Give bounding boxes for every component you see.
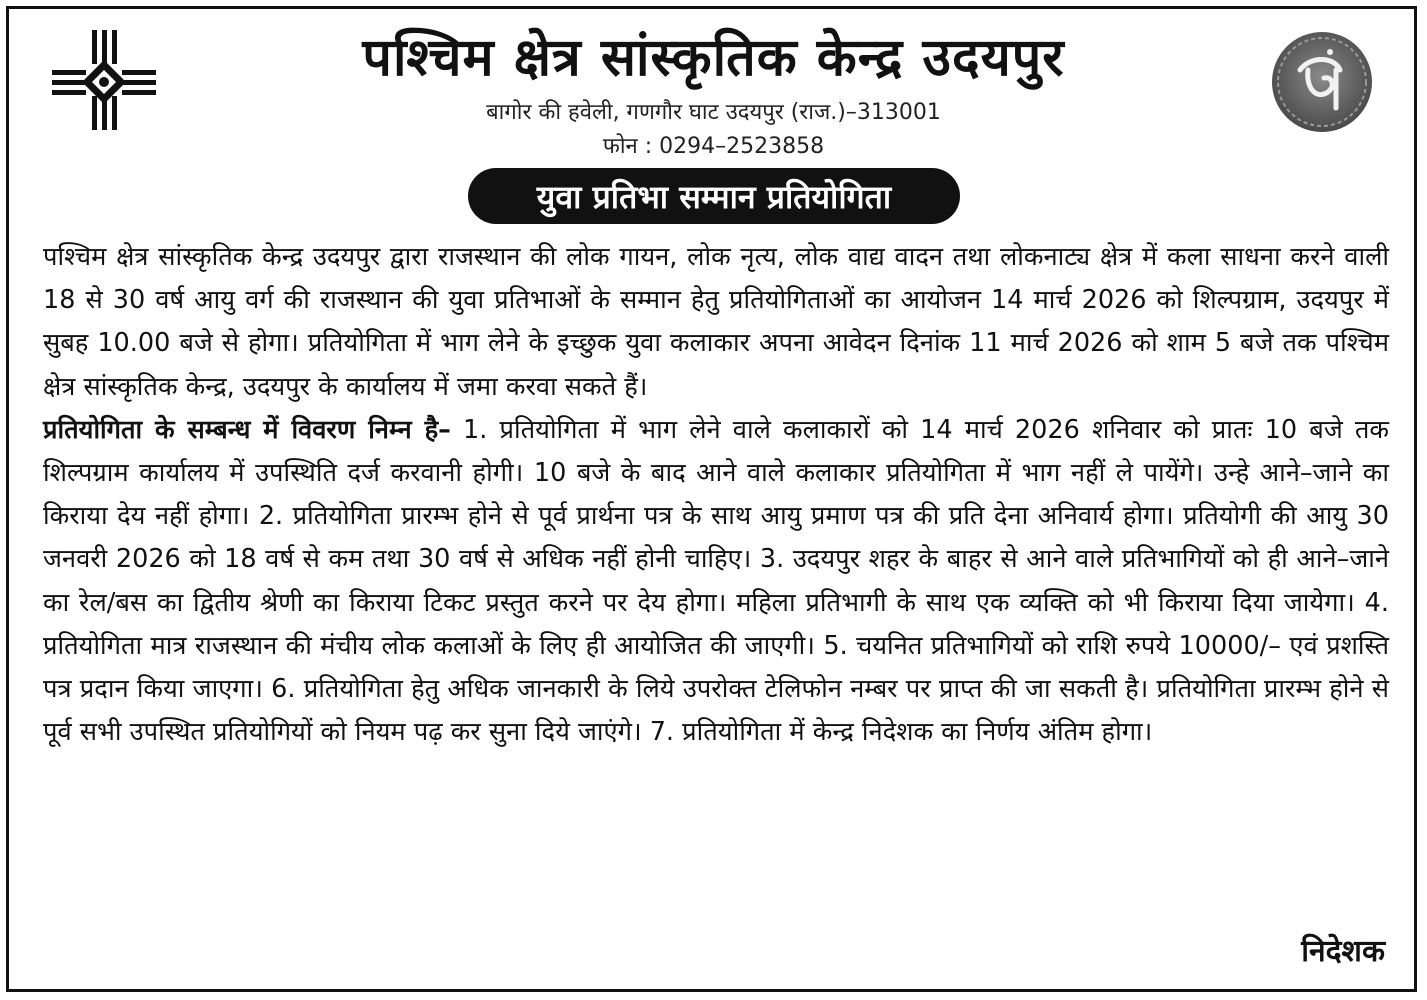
organisation-phone: फोन : 0294–2523858 — [602, 134, 825, 159]
signature-director: निदेशक — [1301, 934, 1385, 969]
notice-body — [43, 236, 1389, 754]
details-label: प्रतियोगिता के सम्बन्ध में विवरण निम्न है– — [43, 414, 451, 445]
details-paragraph — [43, 409, 1389, 755]
sa-emblem-icon — [1270, 30, 1374, 134]
competition-heading: युवा प्रतिभा सम्मान प्रतियोगिता — [468, 168, 960, 224]
wzcc-logo-icon — [52, 30, 156, 130]
organisation-address: बागोर की हवेली, गणगौर घाट उदयपुर (राज.)–313001 — [486, 100, 941, 125]
organisation-title: पश्चिम क्षेत्र सांस्कृतिक केन्द्र उदयपुर — [362, 28, 1065, 88]
details-text: 1. प्रतियोगिता में भाग लेने वाले कलाकारों को 14 मार्च 2026 शनिवार को प्रातः 10 बजे तक शिल्पग्राम कार्यालय में उपस्थिति दर्ज करवानी होगी। 10 बजे के बाद आने वाले कलाकार प्रतियोगिता में भाग नहीं ले पायेंगे। उन्हे आने–जाने का किराया देय नहीं होगा। 2. प्रतियोगिता प्रारम्भ होने से पूर्व प्रार्थना पत्र के साथ आयु प्रमाण पत्र की प्रति देना अनिवार्य होगा। प्रतियोगी की आयु 30 जनवरी 2026 को 18 वर्ष से कम तथा 30 वर्ष से अधिक नहीं होनी चाहिए। 3. उदयपुर शहर के बाहर से आने वाले प्रतिभागियों को ही आने–जाने का रेल/बस का द्वितीय श्रेणी का किराया टिकट प्रस्तुत करने पर देय होगा। महिला प्रतिभागी के साथ एक व्यक्ति को भी किराया दिया जायेगा। 4. प्रतियोगिता मात्र राजस्थान की मंचीय लोक कलाओं के लिए ही आयोजित की जाएगी। 5. चयनित प्रतिभागियों को राशि रुपये 10000/– एवं प्रशस्ति पत्र प्रदान किया जाएगा। 6. प्रतियोगिता हेतु अधिक जानकारी के लिये उपरोक्त टेलिफोन नम्बर पर प्राप्त की जा सकती है। प्रतियोगिता प्रारम्भ होने से पूर्व सभी उपस्थित प्रतियोगियों को नियम पढ़ कर सुना दिये जाएंगे। 7. प्रतियोगिता में केन्द्र निदेशक का निर्णय अंतिम होगा। — [43, 414, 1390, 748]
intro-paragraph: पश्चिम क्षेत्र सांस्कृतिक केन्द्र उदयपुर द्वारा राजस्थान की लोक गायन, लोक नृत्य, लोक वाद्य वादन तथा लोकनाट्य क्षेत्र में कला साधना करने वाली 18 से 30 वर्ष आयु वर्ग की राजस्थान की युवा प्रतिभाओं के सम्मान हेतु प्रतियोगिताओं का आयोजन 14 मार्च 2026 को शिल्पग्राम, उदयपुर में सुबह 10.00 बजे से होगा। प्रतियोगिता में भाग लेने के इच्छुक युवा कलाकार अपना आवेदन दिनांक 11 मार्च 2026 को शाम 5 बजे तक पश्चिम क्षेत्र सांस्कृतिक केन्द्र, उदयपुर के कार्यालय में जमा करवा सकते हैं। — [43, 242, 1389, 402]
